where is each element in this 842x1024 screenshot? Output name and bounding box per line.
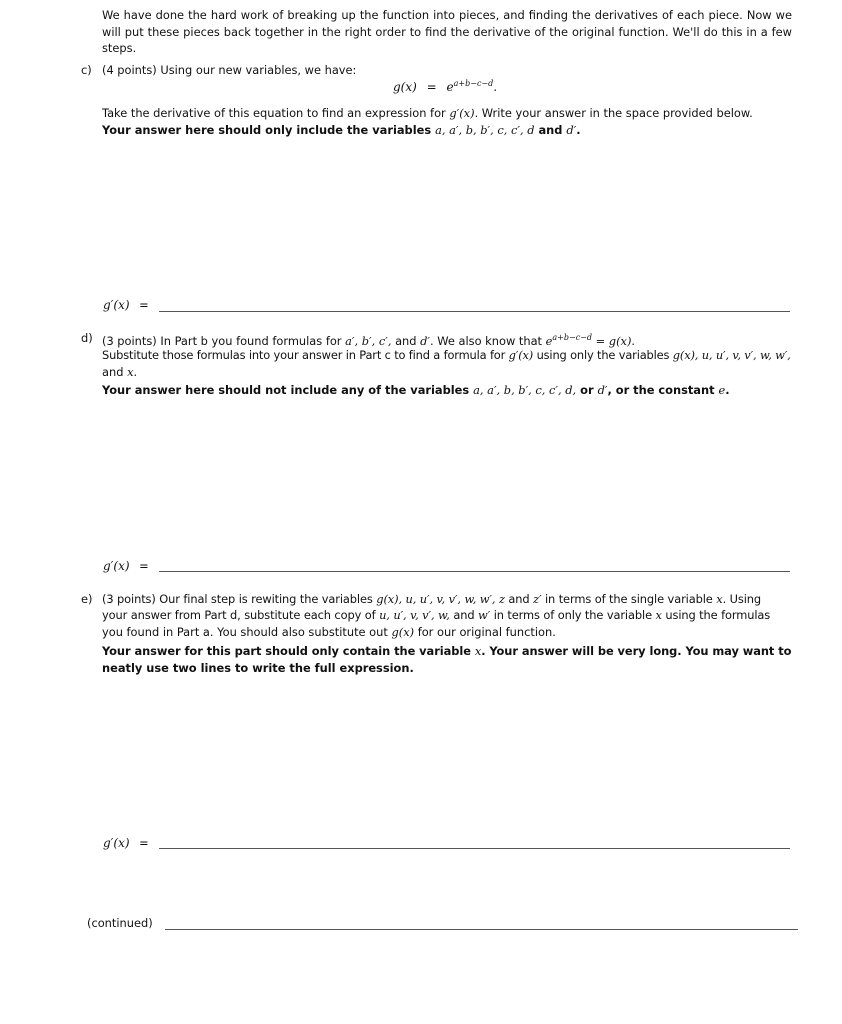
continued-line[interactable] — [165, 929, 798, 930]
continued-label: (continued) — [87, 916, 153, 930]
part-d-line1-rhs: = g(x) — [595, 334, 632, 348]
answer-c-label — [103, 297, 149, 314]
part-e-bold-line-1 — [102, 643, 791, 660]
answer-d-line[interactable] — [159, 571, 790, 572]
part-d-line1-and: and — [395, 334, 417, 348]
part-c-bold-instruction — [102, 122, 581, 139]
part-d-line-3 — [102, 364, 137, 381]
part-e-label: e) — [81, 592, 93, 606]
answer-e-line[interactable] — [159, 848, 790, 849]
part-c-instr-text-1: Take the derivative of this equation to find an expression for — [102, 106, 446, 120]
part-c-instr-var: g′(x) — [449, 106, 475, 120]
part-d-line3-and: and — [102, 365, 124, 379]
answer-e-var: g′(x) — [103, 836, 130, 850]
answer-e-equals: = — [139, 836, 149, 850]
part-e-line1-text: Our final step is rewiting the variables — [159, 592, 373, 606]
part-e-line1-z: z′ — [533, 592, 542, 606]
part-e-bold-text-2: . Your answer will be very long. You may want to — [481, 644, 792, 658]
part-c-bold-last: d′ — [566, 123, 577, 137]
part-e-line2-vars: u, u′, v, v′, w, — [379, 608, 450, 622]
part-c-instruction — [102, 105, 753, 122]
part-d-line1-end: . — [631, 334, 636, 348]
part-e-line2-and: and — [453, 608, 475, 622]
part-c-instr-text-2: . Write your answer in the space provided below. — [474, 106, 753, 120]
part-c-lead: Using our new variables, we have: — [160, 63, 357, 77]
part-e-bold-text: Your answer for this part should only contain the variable — [102, 644, 471, 658]
part-d-line2-vars: g(x), u, u′, v, v′, w, w′, — [672, 348, 791, 362]
part-e-line1-and: and — [508, 592, 530, 606]
part-e-line1-text-b: in terms of the single variable — [544, 592, 713, 606]
part-e-line1-x: x — [716, 592, 723, 606]
part-c-bold-vars: a, a′, b, b′, c, c′, d — [435, 123, 535, 137]
part-d-bold-text: Your answer here should not include any of the variables — [102, 383, 470, 397]
answer-d-equals: = — [139, 559, 149, 573]
part-d-line-2 — [102, 347, 791, 364]
part-d-label: d) — [81, 331, 93, 345]
equation-exponent: a+b−c−d — [453, 79, 494, 88]
part-c-bold-end: . — [576, 123, 581, 137]
part-d-line2-text: Substitute those formulas into your answer in Part c to find a formula for — [102, 348, 506, 362]
answer-d-label — [103, 558, 149, 575]
part-c-points: (4 points) — [102, 63, 157, 77]
part-e-line-3 — [102, 624, 556, 641]
part-d-line1-exp: a+b−c−d — [552, 333, 593, 342]
part-d-line3-end: . — [133, 365, 138, 379]
part-c-equation — [393, 76, 497, 96]
part-d-points: (3 points) — [102, 334, 157, 348]
part-e-line-2 — [102, 607, 770, 624]
part-d-line1-text: In Part b you found formulas for — [160, 334, 342, 348]
part-e-line3-text: you found in Part a. You should also substitute out — [102, 625, 388, 639]
part-d-bold-instruction — [102, 382, 730, 399]
part-e-line2-w: w′ — [478, 608, 491, 622]
part-e-bold-line-2: neatly use two lines to write the full expression. — [102, 661, 414, 675]
part-d-bold-vars: a, a′, b, b′, c, c′, d, — [473, 383, 577, 397]
equation-equals: = — [426, 80, 437, 94]
part-e-line2-text: your answer from Part d, substitute each copy of — [102, 608, 376, 622]
part-e-line2-x: x — [655, 608, 662, 622]
part-e-line3-text-b: for our original function. — [417, 625, 556, 639]
part-d-bold-end: . — [725, 383, 730, 397]
part-d-line1-e: e — [545, 334, 553, 348]
part-d-line1-vars: a′, b′, c′, — [345, 334, 392, 348]
equation-period: . — [493, 80, 498, 94]
part-c-bold-text: Your answer here should only include the variables — [102, 123, 432, 137]
part-e-line2-text-b: in terms of only the variable — [493, 608, 652, 622]
answer-c-var: g′(x) — [103, 298, 130, 312]
intro-text: We have done the hard work of breaking up the function into pieces, and finding the derivatives of each piece. Now we will put these pieces back together in the right order to find the derivative of the original function. We'll do this in a few steps. — [102, 8, 792, 55]
part-e-line3-var: g(x) — [391, 625, 415, 639]
part-e-line-1 — [102, 591, 761, 608]
part-d-line3-var: x — [127, 365, 134, 379]
part-e-line1-vars: g(x), u, u′, v, v′, w, w′, z — [376, 592, 505, 606]
answer-c-line[interactable] — [159, 311, 790, 312]
part-c-heading — [102, 62, 356, 79]
part-e-bold-x: x — [474, 644, 482, 658]
part-d-line1-last: d′ — [420, 334, 431, 348]
part-c-bold-and: and — [538, 123, 563, 137]
part-e-line2-text-c: using the formulas — [665, 608, 771, 622]
equation-lhs: g(x) — [393, 80, 417, 94]
part-d-line2-text-b: using only the variables — [536, 348, 670, 362]
answer-c-equals: = — [139, 298, 149, 312]
part-d-line1-text-b: . We also know that — [430, 334, 543, 348]
part-e-points: (3 points) — [102, 592, 156, 606]
part-e-line1-text-c: . Using — [722, 592, 762, 606]
part-c-label: c) — [81, 63, 92, 77]
equation-base: e — [446, 80, 454, 94]
part-d-line2-var: g′(x) — [508, 348, 534, 362]
part-d-bold-e: e — [718, 383, 726, 397]
part-d-bold-or: or — [580, 383, 594, 397]
answer-d-var: g′(x) — [103, 559, 130, 573]
part-d-bold-last: d′ — [597, 383, 608, 397]
part-d-bold-text-2: , or the constant — [607, 383, 715, 397]
answer-e-label — [103, 835, 149, 852]
